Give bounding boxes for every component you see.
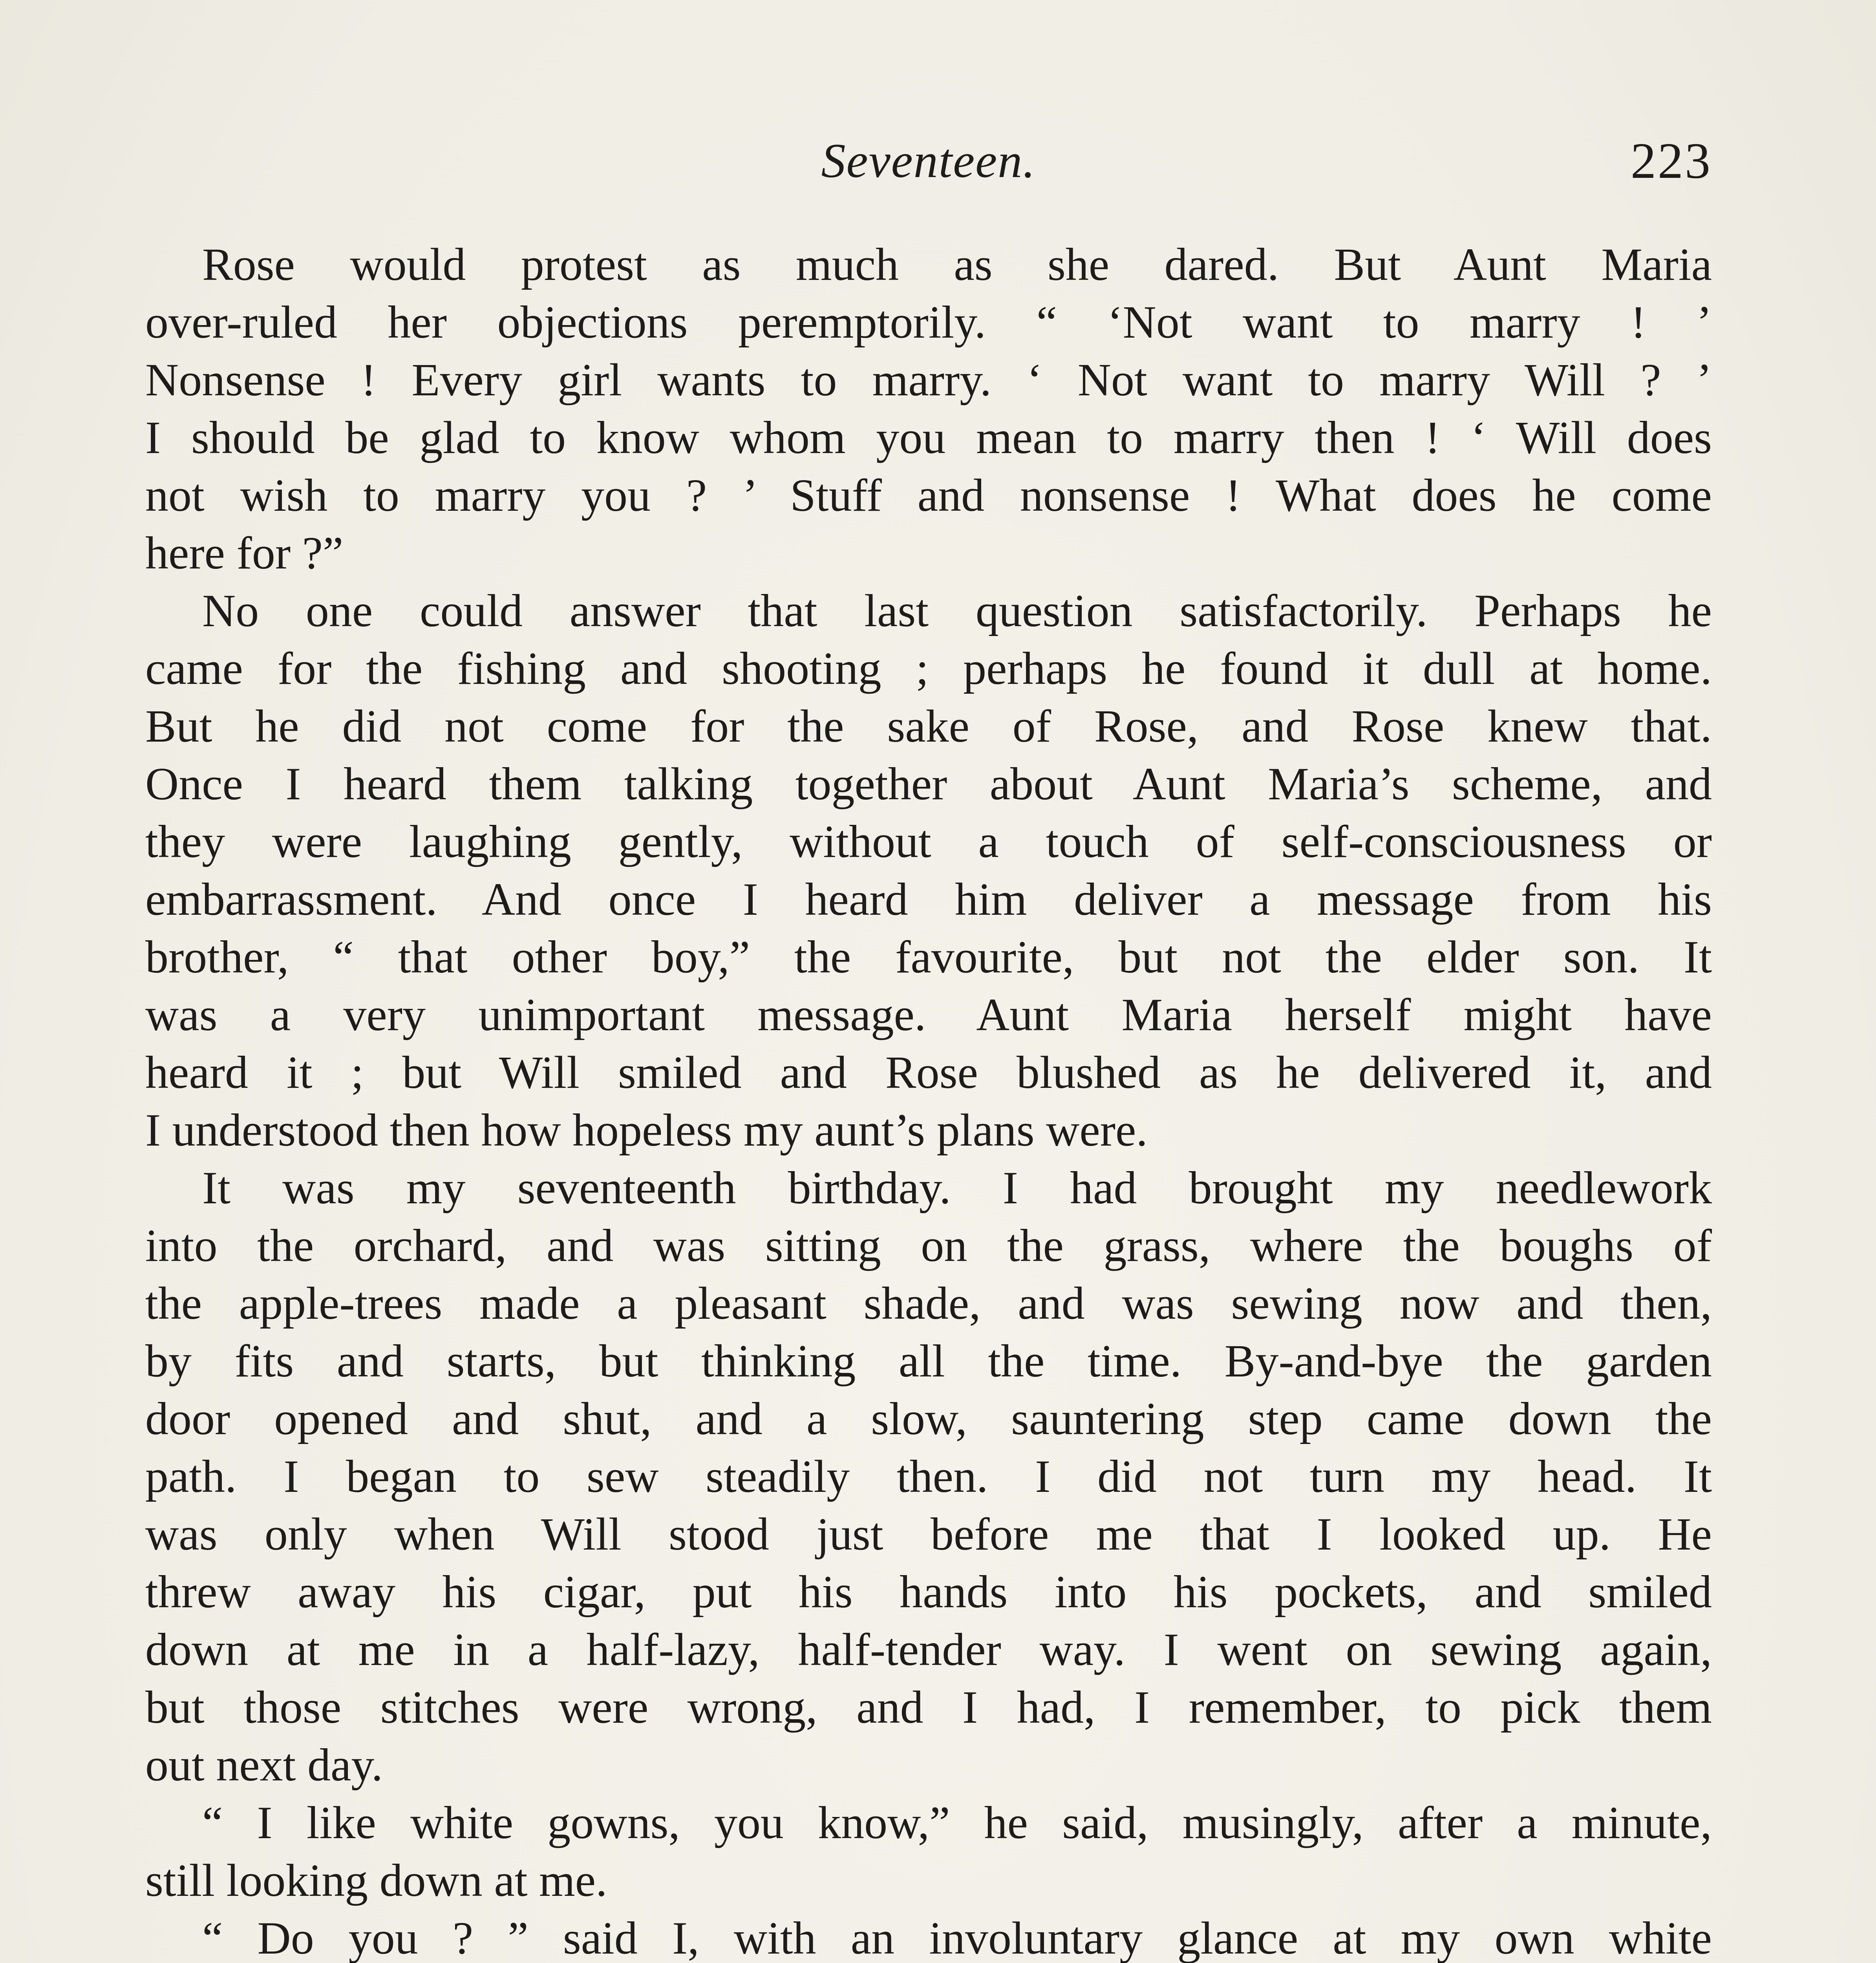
running-head	[145, 130, 1712, 208]
text-line: brother, “ that other boy,” the favourite, but not the elder son. It	[145, 931, 1712, 983]
text-line: still looking down at me.	[145, 1855, 607, 1906]
text-line: door opened and shut, and a slow, sauntering step came down the	[145, 1393, 1712, 1444]
text-line: was only when Will stood just before me that I looked up. He	[145, 1508, 1712, 1560]
text-line: It was my seventeenth birthday. I had brought my needlework	[202, 1162, 1712, 1214]
text-line: by fits and starts, but thinking all the time. By-and-bye the garden	[145, 1335, 1712, 1387]
text-line: they were laughing gently, without a touch of self-consciousness or	[145, 816, 1712, 867]
chapter-title: Seventeen.	[821, 134, 1036, 188]
text-line: embarrassment. And once I heard him deliver a message from his	[145, 874, 1712, 925]
text-line: heard it ; but Will smiled and Rose blushed as he delivered it, and	[145, 1047, 1712, 1098]
text-line: threw away his cigar, put his hands into his pockets, and smiled	[145, 1566, 1712, 1618]
text-line: Rose would protest as much as she dared. But Aunt Maria	[202, 239, 1712, 290]
text-line: here for ?”	[145, 527, 344, 579]
text-line: out next day.	[145, 1739, 383, 1791]
text-line: I should be glad to know whom you mean to marry then ! ‘ Will does	[145, 412, 1712, 463]
text-line: came for the fishing and shooting ; perhaps he found it dull at home.	[145, 643, 1712, 694]
text-line: “ I like white gowns, you know,” he said, musingly, after a minute,	[202, 1797, 1712, 1848]
text-line: “ Do you ? ” said I, with an involuntary glance at my own white	[202, 1912, 1712, 1963]
text-line: But he did not come for the sake of Rose, and Rose knew that.	[145, 700, 1712, 752]
text-line: Nonsense ! Every girl wants to marry. ‘ Not want to marry Will ? ’	[145, 354, 1712, 406]
page-number: 223	[1631, 133, 1712, 189]
text-line: No one could answer that last question satisfactorily. Perhaps he	[202, 585, 1712, 636]
text-line: I understood then how hopeless my aunt’s plans were.	[145, 1104, 1148, 1156]
text-line: the apple-trees made a pleasant shade, and was sewing now and then,	[145, 1278, 1712, 1329]
text-line: but those stitches were wrong, and I had, I remember, to pick them	[145, 1682, 1712, 1733]
body-text	[145, 236, 1712, 1963]
text-line: not wish to marry you ? ’ Stuff and nonsense ! What does he come	[145, 470, 1712, 521]
text-line: into the orchard, and was sitting on the grass, where the boughs of	[145, 1220, 1712, 1271]
text-line: over-ruled her objections peremptorily. “ ‘Not want to marry ! ’	[145, 296, 1712, 348]
text-line: down at me in a half-lazy, half-tender way. I went on sewing again,	[145, 1624, 1712, 1675]
text-line: Once I heard them talking together about Aunt Maria’s scheme, and	[145, 758, 1712, 810]
text-line: path. I began to sew steadily then. I did not turn my head. It	[145, 1451, 1712, 1502]
text-line: was a very unimportant message. Aunt Maria herself might have	[145, 989, 1712, 1040]
